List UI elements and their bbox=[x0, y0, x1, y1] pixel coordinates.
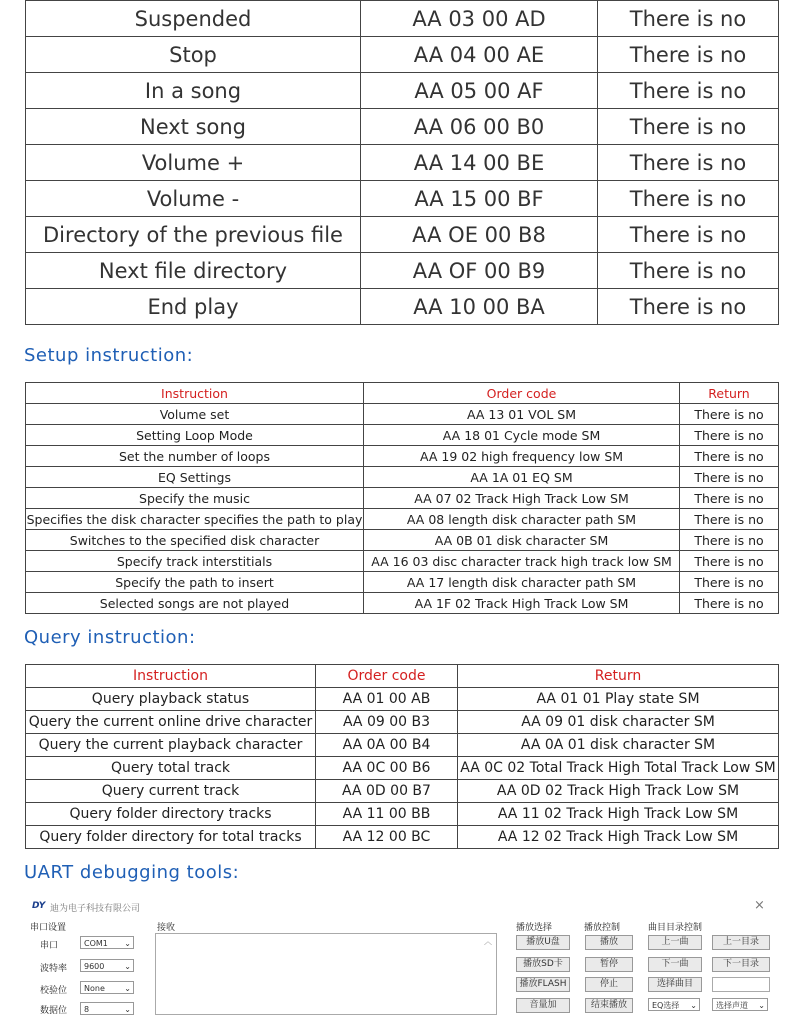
close-icon[interactable]: × bbox=[754, 898, 765, 913]
command-name-cell: Directory of the previous file bbox=[26, 217, 361, 253]
setup-header-instruction: Instruction bbox=[26, 383, 364, 404]
instruction-cell: Setting Loop Mode bbox=[26, 425, 364, 446]
table-row bbox=[26, 109, 779, 145]
query-instruction-table bbox=[25, 664, 779, 849]
next-track-button[interactable]: 下一曲 bbox=[648, 957, 702, 972]
dir-control-group: 曲目目录控制 bbox=[648, 923, 703, 933]
prev-track-button[interactable]: 上一曲 bbox=[648, 935, 702, 950]
baud-label: 波特率 bbox=[40, 964, 68, 974]
order-code-cell: AA 0D 00 B7 bbox=[316, 780, 458, 803]
channel-select[interactable] bbox=[712, 998, 768, 1011]
prev-dir-button[interactable]: 上一目录 bbox=[712, 935, 770, 950]
chevron-down-icon: ⌄ bbox=[690, 1001, 697, 1010]
order-code-cell: AA 16 03 disc character track high track low SM bbox=[364, 551, 680, 572]
table-row bbox=[26, 145, 779, 181]
instruction-cell: Specify the path to insert bbox=[26, 572, 364, 593]
instruction-cell: Query the current online drive character bbox=[26, 711, 316, 734]
table-row bbox=[26, 572, 779, 593]
return-cell: AA 0C 02 Total Track High Total Track Low SM bbox=[458, 757, 779, 780]
table-row bbox=[26, 530, 779, 551]
pause-button[interactable]: 暂停 bbox=[585, 957, 633, 972]
instruction-cell: Query current track bbox=[26, 780, 316, 803]
table-row bbox=[26, 509, 779, 530]
port-value: COM1 bbox=[84, 939, 108, 948]
return-cell: AA 01 01 Play state SM bbox=[458, 688, 779, 711]
query-table-body bbox=[26, 688, 779, 849]
order-code-cell: AA 01 00 AB bbox=[316, 688, 458, 711]
query-header-order-code: Order code bbox=[316, 665, 458, 688]
command-name-cell: Suspended bbox=[26, 1, 361, 37]
table-row bbox=[26, 711, 779, 734]
chevron-down-icon: ⌄ bbox=[124, 1005, 131, 1014]
play-sd-button[interactable]: 播放SD卡 bbox=[516, 957, 570, 972]
return-cell: There is no bbox=[598, 1, 779, 37]
chevron-down-icon: ⌄ bbox=[758, 1001, 765, 1010]
query-header-instruction: Instruction bbox=[26, 665, 316, 688]
chevron-down-icon: ⌄ bbox=[124, 984, 131, 993]
table-row bbox=[26, 73, 779, 109]
uart-heading: UART debugging tools: bbox=[24, 862, 240, 883]
table-row bbox=[26, 289, 779, 325]
order-code-cell: AA 18 01 Cycle mode SM bbox=[364, 425, 680, 446]
setup-header-return: Return bbox=[680, 383, 779, 404]
instruction-cell: Query playback status bbox=[26, 688, 316, 711]
command-name-cell: End play bbox=[26, 289, 361, 325]
table-row bbox=[26, 425, 779, 446]
order-code-cell: AA 1A 01 EQ SM bbox=[364, 467, 680, 488]
play-flash-button[interactable]: 播放FLASH bbox=[516, 977, 570, 992]
order-code-cell: AA 13 01 VOL SM bbox=[364, 404, 680, 425]
table-row bbox=[26, 757, 779, 780]
order-code-cell: AA 09 00 B3 bbox=[316, 711, 458, 734]
port-select[interactable] bbox=[80, 936, 134, 949]
app-title: 迪为电子科技有限公司 bbox=[50, 904, 141, 914]
command-name-cell: Next song bbox=[26, 109, 361, 145]
instruction-cell: Volume set bbox=[26, 404, 364, 425]
table-row bbox=[26, 181, 779, 217]
instruction-cell: Specify the music bbox=[26, 488, 364, 509]
table-row bbox=[26, 467, 779, 488]
order-code-cell: AA 15 00 BF bbox=[361, 181, 598, 217]
setup-heading: Setup instruction: bbox=[24, 345, 194, 366]
return-cell: There is no bbox=[598, 217, 779, 253]
query-heading: Query instruction: bbox=[24, 627, 196, 648]
order-code-cell: AA 03 00 AD bbox=[361, 1, 598, 37]
return-cell: There is no bbox=[598, 253, 779, 289]
order-code-cell: AA 10 00 BA bbox=[361, 289, 598, 325]
instruction-cell: Query the current playback character bbox=[26, 734, 316, 757]
port-label: 串口 bbox=[40, 941, 59, 951]
serial-settings-group: 串口设置 bbox=[30, 923, 67, 933]
order-code-cell: AA OF 00 B9 bbox=[361, 253, 598, 289]
return-cell: There is no bbox=[680, 488, 779, 509]
table-row bbox=[26, 803, 779, 826]
eq-select[interactable] bbox=[648, 998, 700, 1011]
uart-tool-window bbox=[0, 895, 800, 1016]
track-number-input[interactable] bbox=[712, 977, 770, 992]
parity-value: None bbox=[84, 984, 105, 993]
app-logo-icon: DY bbox=[32, 901, 46, 911]
table-row bbox=[26, 37, 779, 73]
return-cell: There is no bbox=[680, 446, 779, 467]
play-button[interactable]: 播放 bbox=[585, 935, 633, 950]
order-code-cell: AA 19 02 high frequency low SM bbox=[364, 446, 680, 467]
instruction-cell: Selected songs are not played bbox=[26, 593, 364, 614]
order-code-cell: AA 1F 02 Track High Track Low SM bbox=[364, 593, 680, 614]
instruction-cell: Specifies the disk character specifies the path to play bbox=[26, 509, 364, 530]
scroll-up-icon[interactable]: ︿ bbox=[484, 937, 492, 946]
order-code-cell: AA 0C 00 B6 bbox=[316, 757, 458, 780]
table-row bbox=[26, 551, 779, 572]
order-code-cell: AA 07 02 Track High Track Low SM bbox=[364, 488, 680, 509]
query-header-return: Return bbox=[458, 665, 779, 688]
receive-label: 接收 bbox=[157, 923, 176, 933]
order-code-cell: AA 06 00 B0 bbox=[361, 109, 598, 145]
instruction-cell: Query folder directory tracks bbox=[26, 803, 316, 826]
query-header-row bbox=[26, 665, 779, 688]
play-select-group: 播放选择 bbox=[516, 923, 553, 933]
baud-value: 9600 bbox=[84, 962, 105, 971]
order-code-cell: AA 17 length disk character path SM bbox=[364, 572, 680, 593]
order-code-cell: AA 0A 00 B4 bbox=[316, 734, 458, 757]
setup-header-row bbox=[26, 383, 779, 404]
return-cell: AA 11 02 Track High Track Low SM bbox=[458, 803, 779, 826]
select-track-button[interactable]: 选择曲目 bbox=[648, 977, 702, 992]
end-play-button[interactable]: 结束播放 bbox=[585, 998, 633, 1013]
parity-select[interactable] bbox=[80, 981, 134, 994]
receive-textarea[interactable] bbox=[155, 933, 497, 1015]
return-cell: AA 0D 02 Track High Track Low SM bbox=[458, 780, 779, 803]
databits-value: 8 bbox=[84, 1005, 90, 1014]
order-code-cell: AA 08 length disk character path SM bbox=[364, 509, 680, 530]
baud-select[interactable] bbox=[80, 959, 134, 972]
return-cell: There is no bbox=[680, 551, 779, 572]
return-cell: AA 09 01 disk character SM bbox=[458, 711, 779, 734]
channel-select-value: 选择声道 bbox=[716, 1001, 748, 1010]
table-row bbox=[26, 780, 779, 803]
chevron-down-icon: ⌄ bbox=[124, 939, 131, 948]
play-udisk-button[interactable]: 播放U盘 bbox=[516, 935, 570, 950]
return-cell: There is no bbox=[598, 289, 779, 325]
command-name-cell: Volume + bbox=[26, 145, 361, 181]
command-name-cell: Next file directory bbox=[26, 253, 361, 289]
databits-label: 数据位 bbox=[40, 1006, 68, 1016]
parity-label: 校验位 bbox=[40, 986, 68, 996]
control-command-table bbox=[25, 0, 779, 325]
return-cell: There is no bbox=[680, 509, 779, 530]
table-row bbox=[26, 734, 779, 757]
return-cell: There is no bbox=[598, 73, 779, 109]
eq-select-value: EQ选择 bbox=[652, 1001, 680, 1010]
order-code-cell: AA 04 00 AE bbox=[361, 37, 598, 73]
instruction-cell: EQ Settings bbox=[26, 467, 364, 488]
return-cell: There is no bbox=[598, 181, 779, 217]
return-cell: AA 0A 01 disk character SM bbox=[458, 734, 779, 757]
table-row bbox=[26, 593, 779, 614]
command-name-cell: Stop bbox=[26, 37, 361, 73]
order-code-cell: AA 12 00 BC bbox=[316, 826, 458, 849]
return-cell: There is no bbox=[598, 109, 779, 145]
order-code-cell: AA 11 00 BB bbox=[316, 803, 458, 826]
instruction-cell: Specify track interstitials bbox=[26, 551, 364, 572]
return-cell: There is no bbox=[680, 425, 779, 446]
setup-header-order-code: Order code bbox=[364, 383, 680, 404]
table-row bbox=[26, 688, 779, 711]
instruction-cell: Query total track bbox=[26, 757, 316, 780]
return-cell: There is no bbox=[598, 37, 779, 73]
next-dir-button[interactable]: 下一目录 bbox=[712, 957, 770, 972]
order-code-cell: AA OE 00 B8 bbox=[361, 217, 598, 253]
databits-select[interactable] bbox=[80, 1002, 134, 1015]
order-code-cell: AA 05 00 AF bbox=[361, 73, 598, 109]
control-command-table-body bbox=[26, 1, 779, 325]
table-row bbox=[26, 217, 779, 253]
return-cell: There is no bbox=[680, 572, 779, 593]
return-cell: There is no bbox=[680, 530, 779, 551]
return-cell: There is no bbox=[680, 467, 779, 488]
chevron-down-icon: ⌄ bbox=[124, 962, 131, 971]
command-name-cell: In a song bbox=[26, 73, 361, 109]
table-row bbox=[26, 253, 779, 289]
play-control-group: 播放控制 bbox=[584, 923, 621, 933]
instruction-cell: Query folder directory for total tracks bbox=[26, 826, 316, 849]
table-row bbox=[26, 1, 779, 37]
table-row bbox=[26, 488, 779, 509]
table-row bbox=[26, 446, 779, 467]
instruction-cell: Set the number of loops bbox=[26, 446, 364, 467]
order-code-cell: AA 14 00 BE bbox=[361, 145, 598, 181]
setup-table-body bbox=[26, 404, 779, 614]
stop-button[interactable]: 停止 bbox=[585, 977, 633, 992]
table-row bbox=[26, 404, 779, 425]
return-cell: There is no bbox=[598, 145, 779, 181]
order-code-cell: AA 0B 01 disk character SM bbox=[364, 530, 680, 551]
return-cell: There is no bbox=[680, 404, 779, 425]
return-cell: There is no bbox=[680, 593, 779, 614]
volume-up-button[interactable]: 音量加 bbox=[516, 998, 570, 1013]
return-cell: AA 12 02 Track High Track Low SM bbox=[458, 826, 779, 849]
setup-instruction-table bbox=[25, 382, 779, 614]
command-name-cell: Volume - bbox=[26, 181, 361, 217]
instruction-cell: Switches to the specified disk character bbox=[26, 530, 364, 551]
table-row bbox=[26, 826, 779, 849]
